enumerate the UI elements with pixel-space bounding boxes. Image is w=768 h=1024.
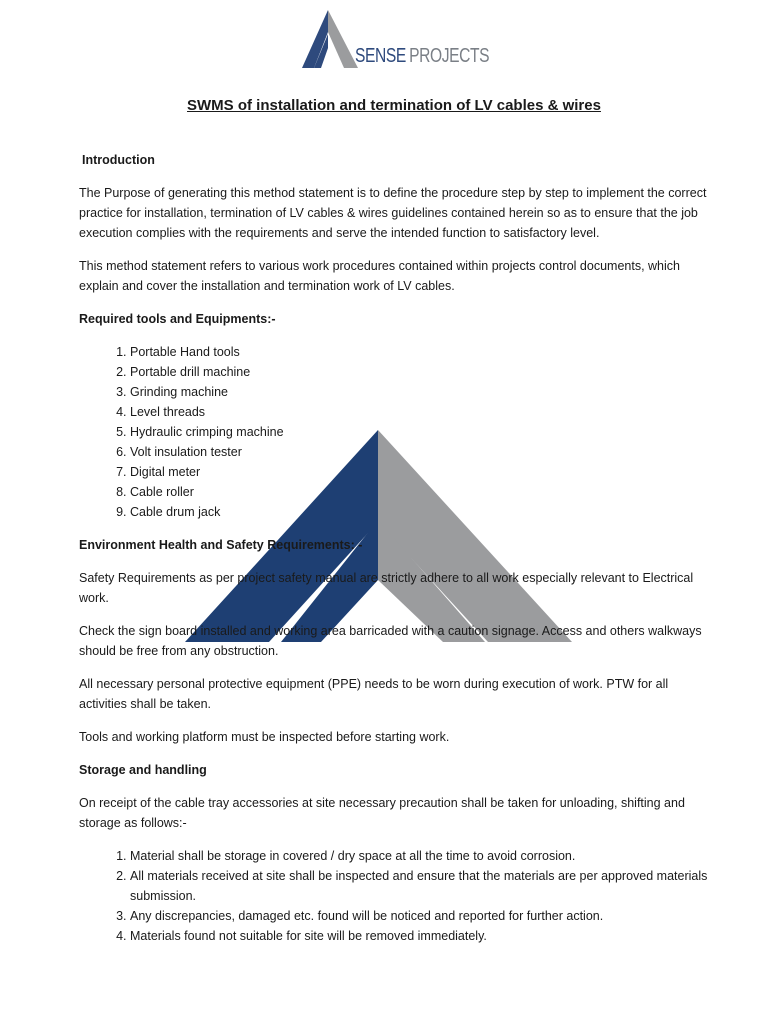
document-body (79, 95, 719, 946)
introduction-heading: Introduction (82, 153, 155, 167)
list-item: 3. Grinding machine (130, 382, 719, 402)
storage-paragraph-1: On receipt of the cable tray accessories at site necessary precaution shall be taken for unloading, shifting and storage as follows:- (79, 796, 685, 830)
list-item: 8. Cable roller (130, 482, 719, 502)
list-item: 4. Level threads (130, 402, 719, 422)
list-item: 4. Materials found not suitable for site will be removed immediately. (130, 926, 719, 946)
introduction-paragraph-1: The Purpose of generating this method statement is to define the procedure step by step to implement the correct practice for installation, termination of LV cables & wires guidelines contained herein so as to ensure that the job execution complies with the requirements and serve the intended function to satisfactory level. (79, 186, 707, 240)
ehs-paragraph-3: All necessary personal protective equipment (PPE) needs to be worn during execution of work. PTW for all activities shall be taken. (79, 677, 669, 711)
ehs-heading: Environment Health and Safety Requirements: - (79, 538, 363, 552)
logo-wordmark (355, 45, 489, 68)
list-item: 1. Portable Hand tools (130, 342, 719, 362)
tools-list (79, 342, 719, 522)
list-item: 2. All materials received at site shall be inspected and ensure that the materials are per approved materials submission. (130, 866, 719, 906)
document-title: SWMS of installation and termination of LV cables & wires (187, 97, 601, 114)
list-item: 5. Hydraulic crimping machine (130, 422, 719, 442)
list-item: 7. Digital meter (130, 462, 719, 482)
tools-heading: Required tools and Equipments:- (79, 312, 276, 326)
list-item: 9. Cable drum jack (130, 502, 719, 522)
company-logo (300, 10, 490, 70)
storage-heading: Storage and handling (79, 763, 207, 777)
logo-mark-icon (300, 10, 362, 70)
logo-word-sense: SENSE (355, 45, 406, 67)
storage-list (79, 846, 719, 946)
list-item: 3. Any discrepancies, damaged etc. found will be noticed and reported for further action. (130, 906, 719, 926)
logo-word-projects: PROJECTS (409, 45, 490, 67)
list-item: 2. Portable drill machine (130, 362, 719, 382)
introduction-paragraph-2: This method statement refers to various work procedures contained within projects control documents, which explain and cover the installation and termination work of LV cables. (79, 259, 680, 293)
list-item: 1. Material shall be storage in covered / dry space at all the time to avoid corrosion. (130, 846, 719, 866)
ehs-paragraph-4: Tools and working platform must be inspected before starting work. (79, 730, 450, 744)
list-item: 6. Volt insulation tester (130, 442, 719, 462)
ehs-paragraph-1: Safety Requirements as per project safety manual are strictly adhere to all work especially relevant to Electrical work. (79, 571, 694, 605)
ehs-paragraph-2: Check the sign board installed and working area barricaded with a caution signage. Access and others walkways should be free from any obstruction. (79, 624, 702, 658)
